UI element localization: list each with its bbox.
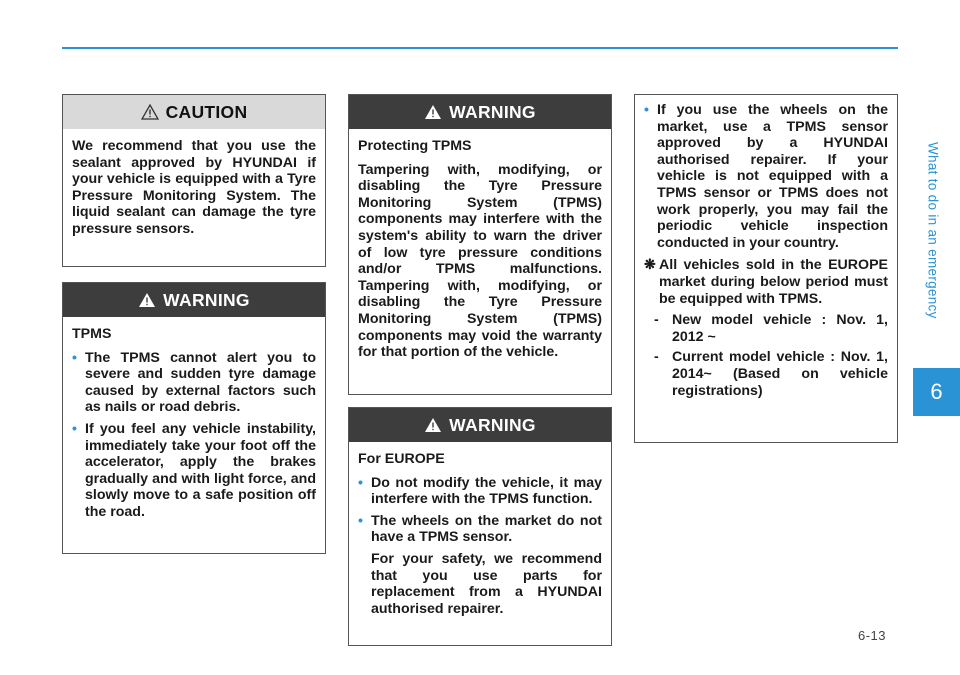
caution-text: We recommend that you use the sealant approved by HYUNDAI if your vehicle is equipped with a Tyre Pressure Monitoring System. The liquid sealant can damage the tyre pressure sensors.	[72, 138, 316, 237]
bullet-dot-icon: •	[72, 420, 77, 437]
tpms-info-box	[634, 94, 898, 443]
warning-tpms-header	[63, 283, 325, 317]
warning-europe-box	[348, 407, 612, 646]
warning-triangle-icon	[424, 104, 442, 120]
bullet-dot-icon: •	[72, 349, 77, 366]
caution-box	[62, 94, 326, 267]
warning-triangle-icon	[138, 292, 156, 308]
bullet-dot-icon: •	[644, 102, 649, 118]
warning-protect-box	[348, 94, 612, 395]
caution-title: CAUTION	[165, 101, 248, 122]
asterisk-icon: ❋	[644, 257, 656, 274]
warning-protect-header	[349, 95, 611, 129]
warning-protect-title: WARNING	[449, 101, 536, 122]
list-item: • The wheels on the market do not have a TPMS sensor.	[358, 512, 602, 546]
list-item: • If you feel any vehicle instability, immediately take your foot off the accelerator, apply the brakes gradually and with light force, and slowly move to a safe position off the road.	[72, 420, 316, 520]
warning-protect-subtitle: Protecting TPMS	[358, 138, 472, 154]
list-item: • If you use the wheels on the market, use a TPMS sensor approved by a HYUNDAI authorised repairer. If your vehicle is not equipped with a TPMS sensor or TPMS does not work properly, you may fail the periodic vehicle inspection conducted in your country.	[644, 102, 888, 251]
asterisk-note: ❋ All vehicles sold in the EUROPE market during below period must be equipped with TPMS.	[644, 257, 888, 307]
top-rule	[62, 47, 898, 49]
warning-europe-title: WARNING	[449, 414, 536, 435]
caution-triangle-icon	[141, 104, 159, 120]
list-item: • The TPMS cannot alert you to severe and sudden tyre damage caused by external factors such as nails or road debris.	[72, 349, 316, 416]
list-item: - New model vehicle : Nov. 1, 2012 ~	[654, 312, 888, 345]
warning-triangle-icon	[424, 417, 442, 433]
warning-europe-note: For your safety, we recommend that you use parts for replacement from a HYUNDAI authorised repairer.	[371, 550, 602, 617]
list-item: - Current model vehicle : Nov. 1, 2014~ (Based on vehicle registrations)	[654, 349, 888, 399]
chapter-title: What to do in an emergency	[925, 141, 941, 319]
warning-tpms-box	[62, 282, 326, 554]
page-number: 6-13	[858, 628, 887, 643]
bullet-dot-icon: •	[358, 474, 363, 491]
warning-europe-header	[349, 408, 611, 442]
bullet-dot-icon: •	[358, 512, 363, 529]
list-item: • Do not modify the vehicle, it may interfere with the TPMS function.	[358, 474, 602, 508]
warning-tpms-title: WARNING	[163, 289, 250, 310]
warning-tpms-subtitle: TPMS	[72, 326, 112, 342]
warning-europe-subtitle: For EUROPE	[358, 451, 445, 467]
chapter-number-tab[interactable]: 6	[913, 368, 960, 416]
caution-header	[63, 95, 325, 129]
warning-protect-text: Tampering with, modifying, or disabling the Tyre Pressure Monitoring System (TPMS) components may interfere with the system's ability to warn the driver of low tyre pressure conditions and/or TPMS malfunctions. Tampering with, modifying, or disabling the Tyre Pressure Monitoring System (TPMS) components may void the warranty for that portion of the vehicle.	[358, 161, 602, 361]
